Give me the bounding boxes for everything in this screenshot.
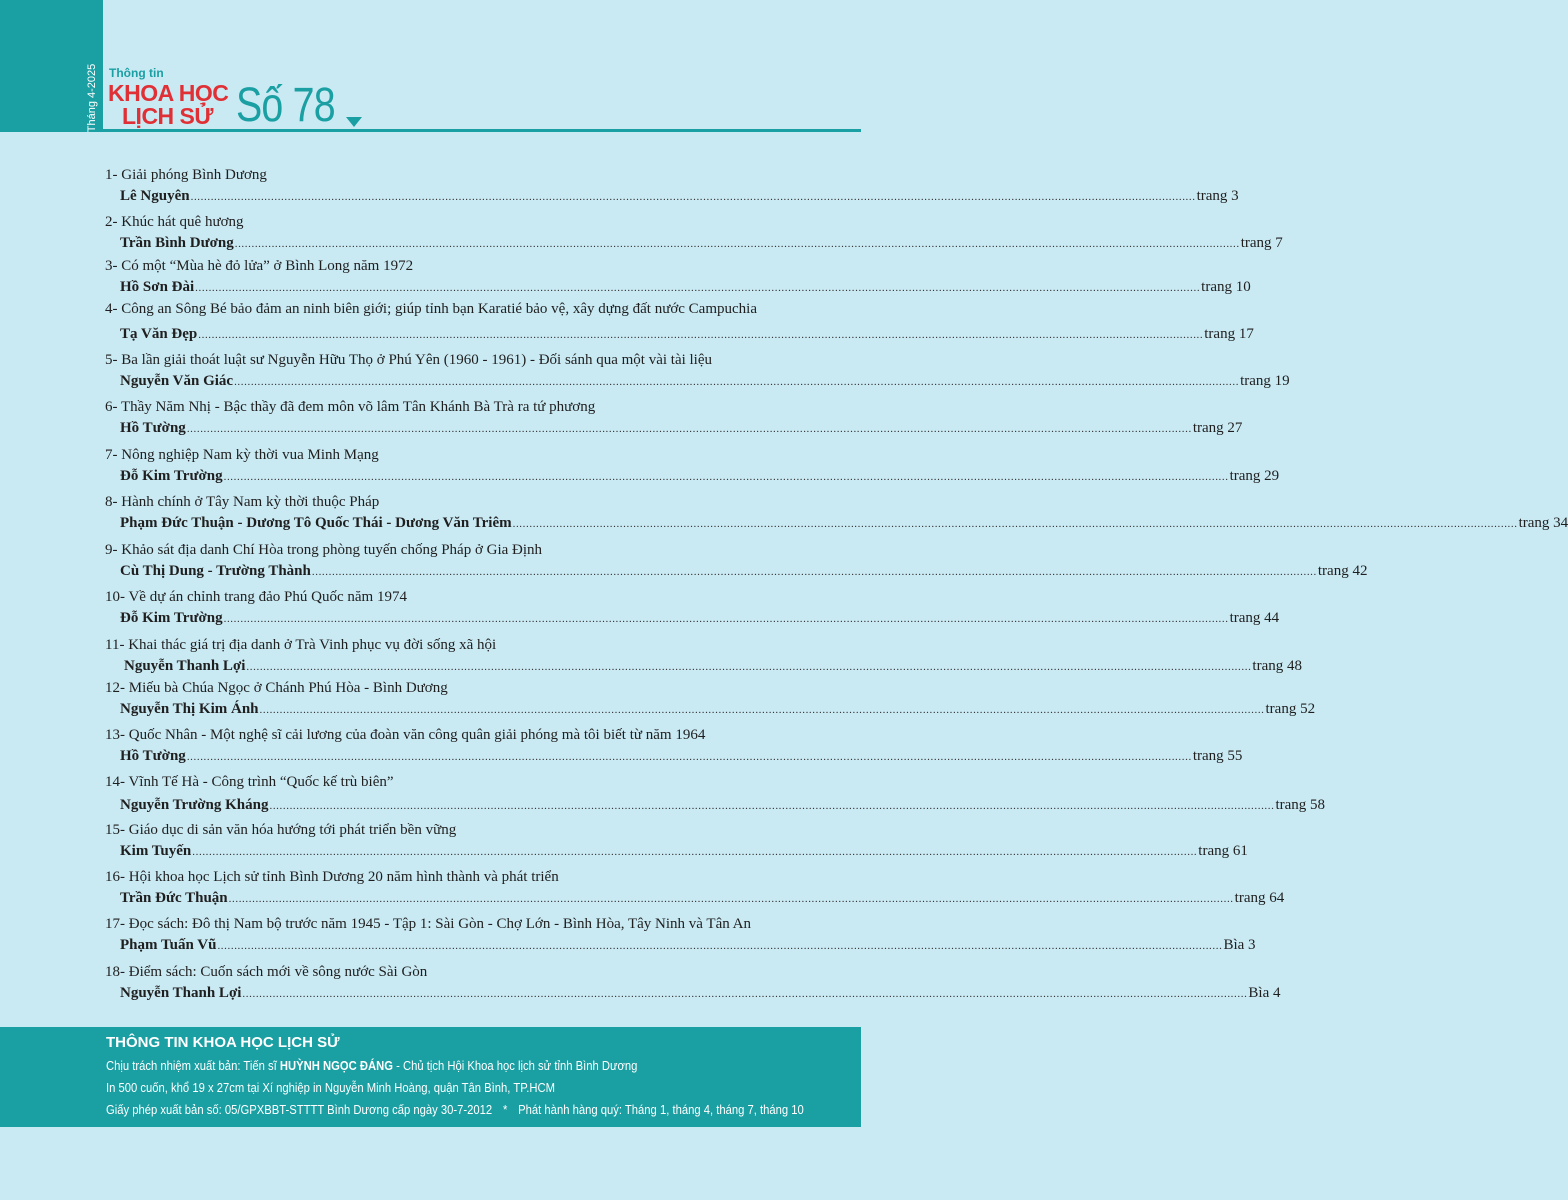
article-author: Nguyễn Trường Kháng — [120, 797, 269, 813]
article-page: trang 10 — [1201, 279, 1251, 295]
logo-subtitle: Thông tin — [109, 66, 164, 80]
article-title: 8- Hành chính ở Tây Nam kỳ thời thuộc Pháp — [105, 494, 380, 510]
article-author: Cù Thị Dung - Trường Thành — [120, 563, 311, 579]
dot-leader: ............................................................................................................................................................................................................................................................................................................ — [198, 329, 1204, 341]
dot-leader: ............................................................................................................................................................................................................................................................................................................ — [234, 238, 1240, 250]
article-author: Đỗ Kim Trường — [120, 468, 223, 484]
article-page: trang 42 — [1317, 563, 1368, 579]
article-title: 16- Hội khoa học Lịch sử tỉnh Bình Dương 20 năm hình thành và phát triển — [105, 869, 559, 885]
article-title: 11- Khai thác giá trị địa danh ở Trà Vinh phục vụ đời sống xã hội — [105, 637, 497, 653]
footer-heading: THÔNG TIN KHOA HỌC LỊCH SỬ — [106, 1034, 340, 1051]
triangle-down-icon — [346, 117, 362, 127]
article-author: Trần Đức Thuận — [120, 890, 228, 906]
dot-leader: ............................................................................................................................................................................................................................................................................................................ — [223, 471, 1229, 483]
footer-separator: * — [502, 1103, 508, 1117]
dot-leader: ............................................................................................................................................................................................................................................................................................................ — [192, 846, 1198, 858]
article-author: Nguyễn Thanh Lợi — [124, 658, 246, 674]
issue-number: Số 78 — [236, 79, 335, 132]
article-title: 15- Giáo dục di sản văn hóa hướng tới phát triển bền vững — [105, 822, 457, 838]
logo-line-2: LỊCH SỬ — [122, 103, 213, 129]
footer-editor-name: HUỲNH NGỌC ĐÁNG — [279, 1059, 393, 1073]
article-page: Bìa 4 — [1248, 985, 1281, 1001]
footer-release: Phát hành hàng quý: Tháng 1, tháng 4, tháng 7, tháng 10 — [518, 1103, 804, 1117]
footer-responsible-prefix: Chịu trách nhiệm xuất bản: Tiến sĩ — [106, 1059, 280, 1073]
article-page: trang 34 — [1518, 515, 1568, 531]
article-page: trang 58 — [1275, 797, 1326, 813]
article-author: Nguyễn Thị Kim Ánh — [120, 701, 259, 717]
dot-leader: ............................................................................................................................................................................................................................................................................................................ — [186, 751, 1192, 763]
footer-print-line: In 500 cuốn, khổ 19 x 27cm tại Xí nghiệp in Nguyễn Minh Hoàng, quận Tân Bình, TP.HCM — [106, 1081, 556, 1095]
article-author: Kim Tuyến — [120, 843, 192, 859]
article-author: Hồ Tường — [120, 420, 186, 436]
article-author: Đỗ Kim Trường — [120, 610, 223, 626]
article-title: 2- Khúc hát quê hương — [105, 214, 244, 230]
article-author: Hồ Tường — [120, 748, 186, 764]
dot-leader: ............................................................................................................................................................................................................................................................................................................ — [259, 704, 1265, 716]
footer-responsible-suffix: - Chủ tịch Hội Khoa học lịch sử tỉnh Bình Dương — [392, 1059, 638, 1073]
footer-responsible-line — [106, 1059, 637, 1073]
article-page: Bìa 3 — [1223, 937, 1256, 953]
dot-leader: ............................................................................................................................................................................................................................................................................................................ — [242, 988, 1248, 1000]
article-page: trang 27 — [1192, 420, 1243, 436]
article-title: 10- Về dự án chỉnh trang đảo Phú Quốc năm 1974 — [105, 589, 407, 605]
article-title: 14- Vĩnh Tế Hà - Công trình “Quốc kế trù biên” — [105, 774, 394, 790]
logo-line-1: KHOA HỌC — [108, 80, 229, 106]
article-page: trang 55 — [1192, 748, 1243, 764]
article-page: trang 29 — [1229, 468, 1280, 484]
article-title: 9- Khảo sát địa danh Chí Hòa trong phòng tuyến chống Pháp ở Gia Định — [105, 542, 543, 558]
article-author: Hồ Sơn Đài — [120, 279, 195, 295]
dot-leader: ............................................................................................................................................................................................................................................................................................................ — [269, 800, 1275, 812]
article-title: 4- Công an Sông Bé bảo đảm an ninh biên giới; giúp tỉnh bạn Karatié bảo vệ, xây dựng đất nước Campuchia — [105, 301, 757, 317]
publication-footer — [0, 1027, 861, 1127]
article-page: trang 3 — [1196, 188, 1239, 204]
article-author: Trần Bình Dương — [120, 235, 234, 251]
article-title: 17- Đọc sách: Đô thị Nam bộ trước năm 1945 - Tập 1: Sài Gòn - Chợ Lớn - Bình Hòa, Tây Ninh và Tân An — [105, 916, 751, 932]
dot-leader: ............................................................................................................................................................................................................................................................................................................ — [186, 423, 1192, 435]
article-page: trang 17 — [1204, 326, 1254, 342]
article-page: trang 7 — [1240, 235, 1283, 251]
dot-leader: ............................................................................................................................................................................................................................................................................................................ — [512, 518, 1518, 530]
article-author: Nguyễn Thanh Lợi — [120, 985, 242, 1001]
article-title: 7- Nông nghiệp Nam kỳ thời vua Minh Mạng — [105, 447, 379, 463]
article-title: 5- Ba lần giải thoát luật sư Nguyễn Hữu Thọ ở Phú Yên (1960 - 1961) - Đối sánh qua một vài tài liệu — [105, 352, 713, 368]
article-title: 18- Điểm sách: Cuốn sách mới về sông nước Sài Gòn — [105, 964, 428, 980]
article-page: trang 44 — [1229, 610, 1280, 626]
dot-leader: ............................................................................................................................................................................................................................................................................................................ — [228, 893, 1234, 905]
article-author: Phạm Đức Thuận - Dương Tô Quốc Thái - Dương Văn Triêm — [120, 515, 512, 531]
dot-leader: ............................................................................................................................................................................................................................................................................................................ — [246, 661, 1252, 673]
article-title: 13- Quốc Nhân - Một nghệ sĩ cải lương của đoàn văn công quân giải phóng mà tôi biết từ năm 1964 — [105, 727, 706, 743]
article-page: trang 61 — [1198, 843, 1248, 859]
issue-month: Tháng 4-2025 — [86, 63, 98, 133]
dot-leader: ............................................................................................................................................................................................................................................................................................................ — [190, 191, 1196, 203]
article-author: Phạm Tuấn Vũ — [120, 937, 217, 953]
article-page: trang 19 — [1240, 373, 1290, 389]
dot-leader: ............................................................................................................................................................................................................................................................................................................ — [217, 940, 1223, 952]
dot-leader: ............................................................................................................................................................................................................................................................................................................ — [311, 566, 1317, 578]
article-page: trang 64 — [1234, 890, 1285, 906]
article-author: Tạ Văn Đẹp — [120, 326, 198, 342]
article-author: Nguyễn Văn Giác — [120, 373, 234, 389]
dot-leader: ............................................................................................................................................................................................................................................................................................................ — [234, 376, 1240, 388]
dot-leader: ............................................................................................................................................................................................................................................................................................................ — [223, 613, 1229, 625]
footer-license: Giấy phép xuất bản số: 05/GPXBBT-STTTT Bình Dương cấp ngày 30-7-2012 — [106, 1103, 493, 1117]
article-title: 1- Giải phóng Bình Dương — [105, 167, 267, 183]
article-page: trang 52 — [1265, 701, 1316, 717]
article-title: 12- Miếu bà Chúa Ngọc ở Chánh Phú Hòa - Bình Dương — [105, 680, 448, 696]
article-title: 3- Có một “Mùa hè đỏ lửa” ở Bình Long năm 1972 — [105, 258, 414, 274]
footer-license-line — [106, 1103, 804, 1117]
article-page: trang 48 — [1252, 658, 1302, 674]
article-author: Lê Nguyên — [120, 188, 190, 204]
dot-leader: ............................................................................................................................................................................................................................................................................................................ — [195, 282, 1201, 294]
article-title: 6- Thầy Năm Nhị - Bậc thầy đã đem môn võ lâm Tân Khánh Bà Trà ra tứ phương — [105, 399, 596, 415]
header-rule — [103, 129, 861, 132]
